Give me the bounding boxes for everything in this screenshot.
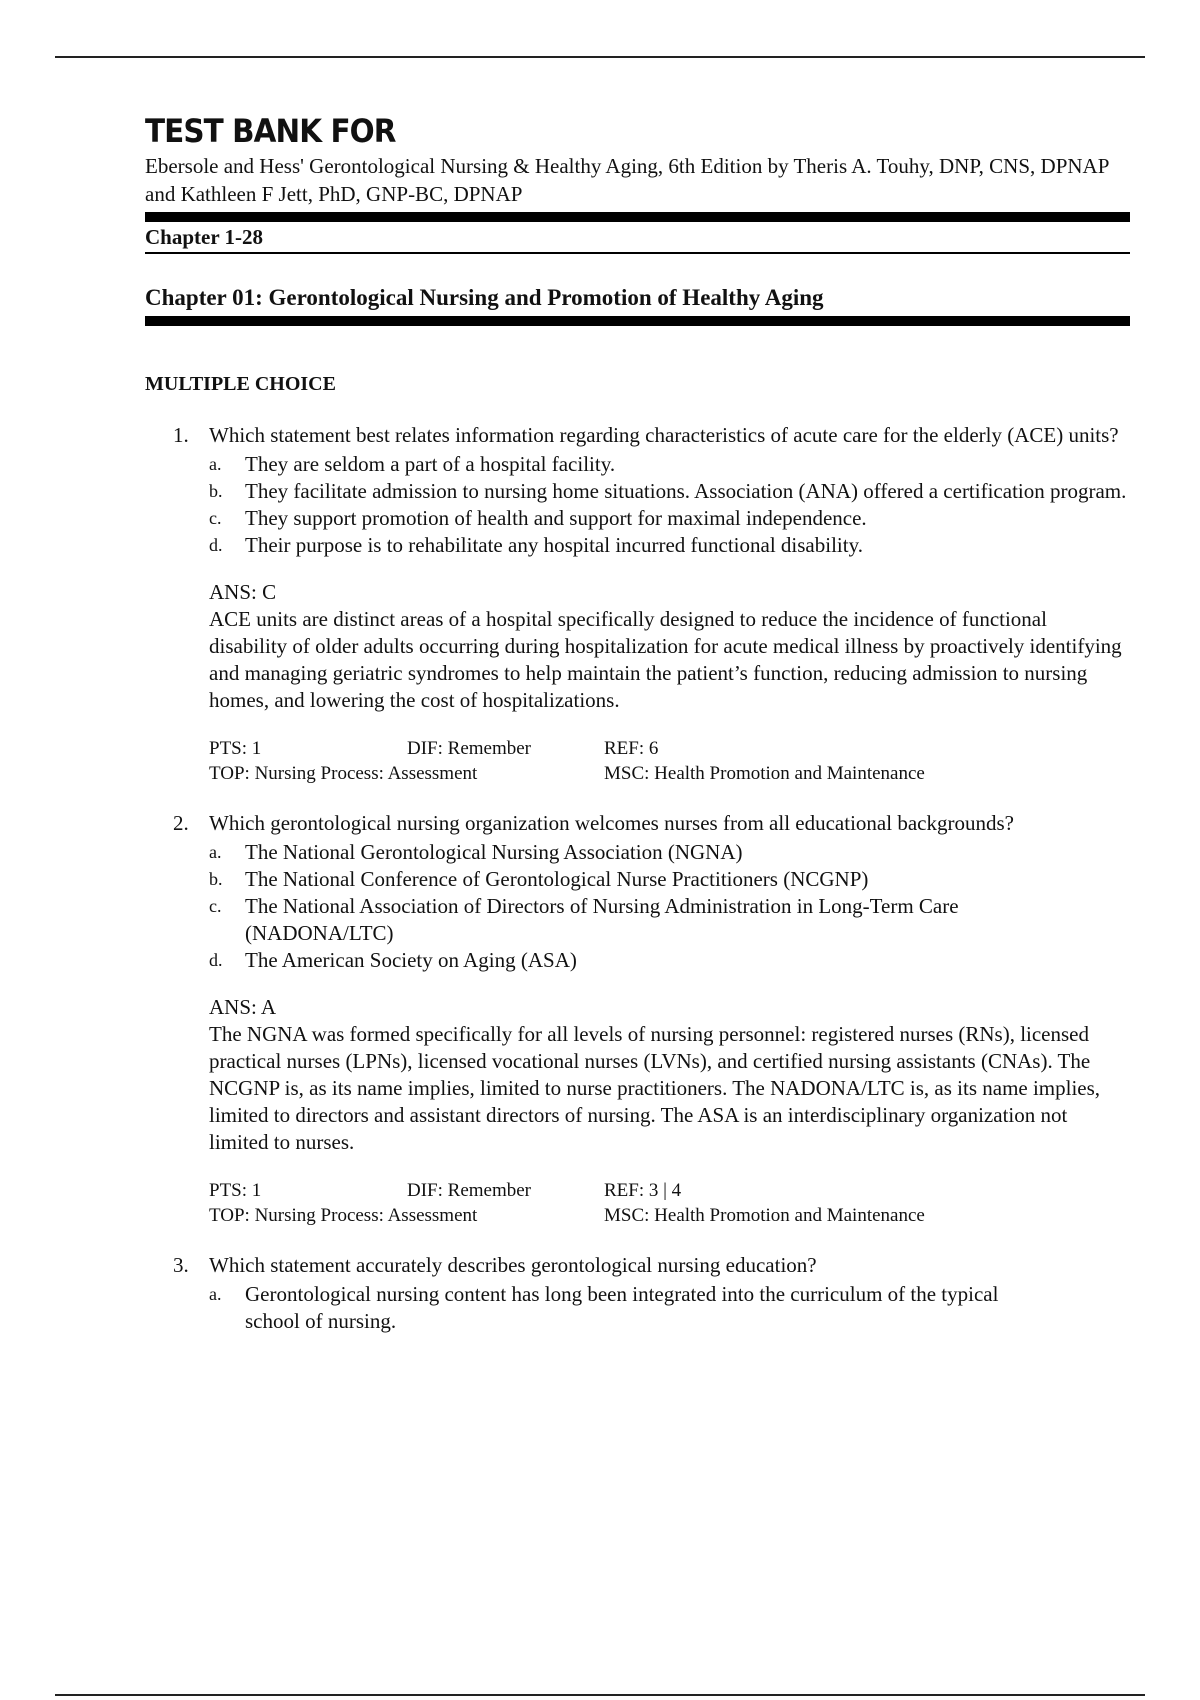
section-label: MULTIPLE CHOICE bbox=[145, 373, 336, 395]
answer-key: ANS: A bbox=[209, 995, 277, 1019]
question-meta bbox=[209, 1178, 1130, 1228]
option-d bbox=[209, 532, 1130, 559]
option-letter: d. bbox=[209, 535, 223, 555]
meta-pts: PTS: 1 bbox=[209, 1180, 262, 1201]
option-a bbox=[209, 839, 1130, 866]
option-letter: d. bbox=[209, 950, 223, 970]
question-number: 3. bbox=[173, 1253, 189, 1277]
meta-pts: PTS: 1 bbox=[209, 738, 262, 759]
chapter-range: Chapter 1-28 bbox=[145, 225, 264, 249]
thin-divider bbox=[145, 252, 1130, 254]
option-d bbox=[209, 947, 1130, 974]
options-list bbox=[209, 451, 1130, 559]
top-rule bbox=[55, 56, 1145, 58]
question-2 bbox=[145, 810, 1130, 1228]
option-text: They facilitate admission to nursing home situations. Association (ANA) offered a certification program. bbox=[245, 479, 1127, 503]
option-b bbox=[209, 866, 1130, 893]
thick-divider bbox=[145, 212, 1130, 222]
option-letter: a. bbox=[209, 454, 222, 474]
meta-msc: MSC: Health Promotion and Maintenance bbox=[604, 763, 925, 784]
meta-top: TOP: Nursing Process: Assessment bbox=[209, 1205, 478, 1226]
book-subtitle: Ebersole and Hess' Gerontological Nursing & Healthy Aging, 6th Edition by Theris A. Touhy, DNP, CNS, DPNAP and Kathleen F Jett, PhD, GNP-BC, DPNAP bbox=[145, 154, 1109, 206]
option-text: Their purpose is to rehabilitate any hospital incurred functional disability. bbox=[245, 533, 863, 557]
answer-key: ANS: C bbox=[209, 580, 277, 604]
meta-dif: DIF: Remember bbox=[407, 738, 532, 759]
meta-ref: REF: 3 | 4 bbox=[604, 1180, 682, 1201]
meta-top: TOP: Nursing Process: Assessment bbox=[209, 763, 478, 784]
question-text: Which statement accurately describes gerontological nursing education? bbox=[209, 1253, 817, 1277]
option-c bbox=[209, 505, 1130, 532]
option-text: The National Association of Directors of Nursing Administration in Long-Term Care (NADONA/LTC) bbox=[245, 894, 959, 945]
option-letter: b. bbox=[209, 481, 223, 501]
bottom-rule bbox=[55, 1694, 1145, 1696]
question-text: Which gerontological nursing organization welcomes nurses from all educational backgrounds? bbox=[209, 811, 1014, 835]
option-text: They support promotion of health and support for maximal independence. bbox=[245, 506, 867, 530]
option-text: The National Gerontological Nursing Association (NGNA) bbox=[245, 840, 743, 864]
rationale: The NGNA was formed specifically for all levels of nursing personnel: registered nurses (RNs), licensed practical nurses (LPNs), licensed vocational nurses (LVNs), and certified nursing assistants (CNAs). The NCGNP is, as its name implies, limited to nurse practitioners. The NADONA/LTC is, as its name implies, limited to directors and assistant directors of nursing. The ASA is an interdisciplinary organization not limited to nurses. bbox=[209, 1022, 1101, 1154]
question-number: 1. bbox=[173, 423, 189, 447]
chapter-divider bbox=[145, 316, 1130, 326]
question-meta bbox=[209, 736, 1130, 786]
question-number: 2. bbox=[173, 811, 189, 835]
question-3 bbox=[145, 1252, 1130, 1335]
option-a bbox=[209, 451, 1130, 478]
option-a bbox=[209, 1281, 1130, 1335]
option-letter: c. bbox=[209, 508, 222, 528]
meta-ref: REF: 6 bbox=[604, 738, 659, 759]
option-letter: a. bbox=[209, 1284, 222, 1304]
option-letter: b. bbox=[209, 869, 223, 889]
option-text: They are seldom a part of a hospital facility. bbox=[245, 452, 616, 476]
option-c bbox=[209, 893, 1130, 947]
options-list bbox=[209, 839, 1130, 974]
option-letter: a. bbox=[209, 842, 222, 862]
question-1 bbox=[145, 422, 1130, 786]
rationale: ACE units are distinct areas of a hospital specifically designed to reduce the incidence of functional disability of older adults occurring during hospitalization for acute medical illness by proactively identifying and managing geriatric syndromes to help maintain the patient’s function, reducing admission to nursing homes, and lowering the cost of hospitalizations. bbox=[209, 607, 1122, 712]
meta-msc: MSC: Health Promotion and Maintenance bbox=[604, 1205, 925, 1226]
option-letter: c. bbox=[209, 896, 222, 916]
chapter-heading: Chapter 01: Gerontological Nursing and Promotion of Healthy Aging bbox=[145, 285, 824, 310]
meta-dif: DIF: Remember bbox=[407, 1180, 532, 1201]
option-b bbox=[209, 478, 1130, 505]
question-text: Which statement best relates information regarding characteristics of acute care for the elderly (ACE) units? bbox=[209, 423, 1119, 447]
options-list bbox=[209, 1281, 1130, 1335]
option-text: The National Conference of Gerontological Nurse Practitioners (NCGNP) bbox=[245, 867, 869, 891]
option-text: The American Society on Aging (ASA) bbox=[245, 948, 577, 972]
document-page bbox=[145, 110, 1130, 1335]
option-text: Gerontological nursing content has long been integrated into the curriculum of the typical school of nursing. bbox=[245, 1282, 999, 1333]
test-bank-title: TEST BANK FOR bbox=[145, 112, 396, 150]
